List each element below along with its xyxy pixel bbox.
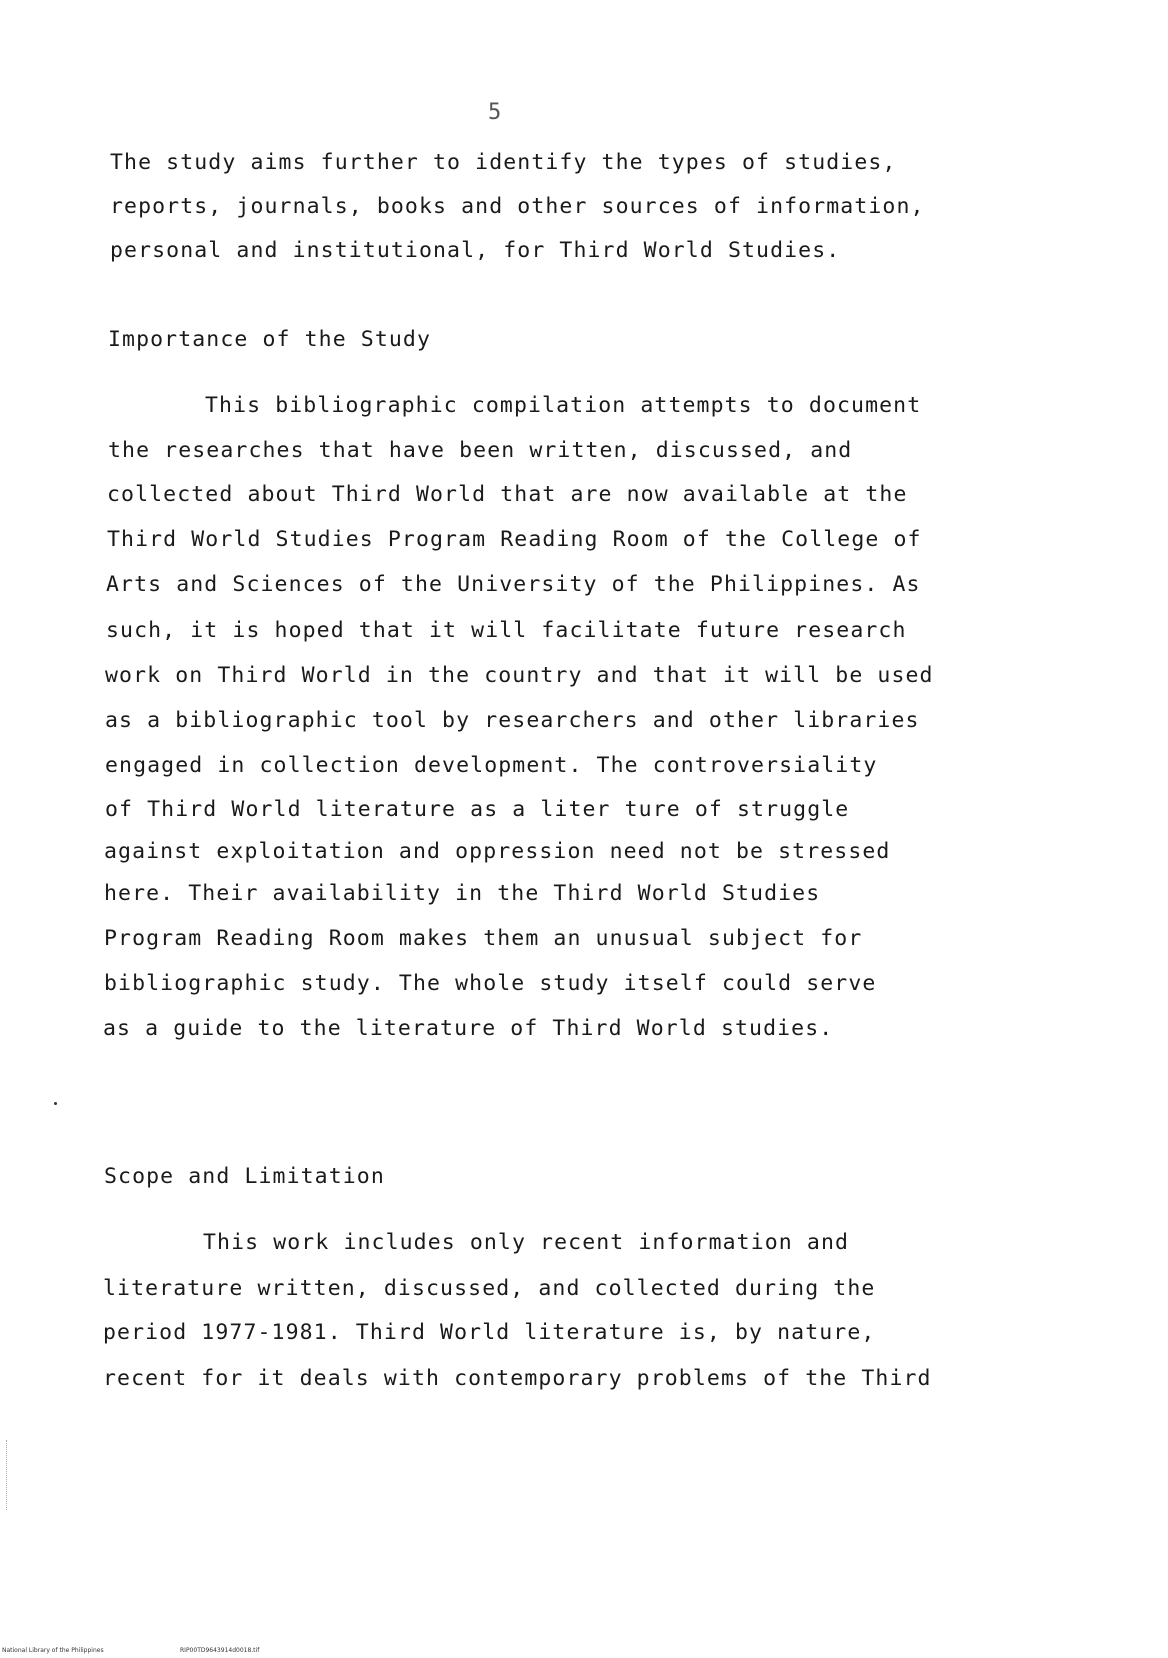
page-number: 5 — [488, 100, 502, 125]
footer-file-id: RIP00TD9643914d0018.tif — [180, 1647, 260, 1654]
scan-speck — [54, 1102, 57, 1105]
scan-margin-mark — [6, 1440, 17, 1510]
importance-line: the researches that have been written, discussed, and — [108, 438, 853, 463]
section-heading-scope: Scope and Limitation — [104, 1164, 385, 1189]
intro-line: reports, journals, books and other sources of information, — [110, 194, 925, 219]
importance-line: Third World Studies Program Reading Room of the College of — [107, 527, 922, 552]
importance-line: collected about Third World that are now available at the — [107, 482, 908, 507]
importance-line: engaged in collection development. The controversiality — [105, 753, 878, 778]
importance-line: of Third World literature as a liter ture of struggle — [105, 797, 850, 822]
scope-line: This work includes only recent information and — [203, 1230, 850, 1255]
importance-line: work on Third World in the country and that it will be used — [105, 663, 934, 688]
importance-line: as a bibliographic tool by researchers and other libraries — [105, 708, 920, 733]
intro-line: The study aims further to identify the types of studies, — [110, 150, 897, 175]
importance-line: such, it is hoped that it will facilitate future research — [106, 618, 907, 643]
scope-line: period 1977-1981. Third World literature is, by nature, — [103, 1320, 876, 1345]
importance-line: as a guide to the literature of Third World studies. — [103, 1016, 834, 1041]
footer-library: National Library of the Philippines — [2, 1647, 104, 1654]
scope-line: recent for it deals with contemporary problems of the Third — [103, 1366, 932, 1391]
scope-line: literature written, discussed, and collected during the — [103, 1276, 876, 1301]
importance-line: This bibliographic compilation attempts to document — [205, 393, 922, 418]
importance-line: Arts and Sciences of the University of the Philippines. As — [106, 572, 921, 597]
importance-line: here. Their availability in the Third World Studies — [104, 881, 821, 906]
section-heading-importance: Importance of the Study — [108, 327, 432, 352]
importance-line: against exploitation and oppression need not be stressed — [104, 839, 891, 864]
importance-line: bibliographic study. The whole study itself could serve — [104, 971, 877, 996]
intro-line: personal and institutional, for Third World Studies. — [110, 238, 841, 263]
importance-line: Program Reading Room makes them an unusual subject for — [104, 926, 863, 951]
